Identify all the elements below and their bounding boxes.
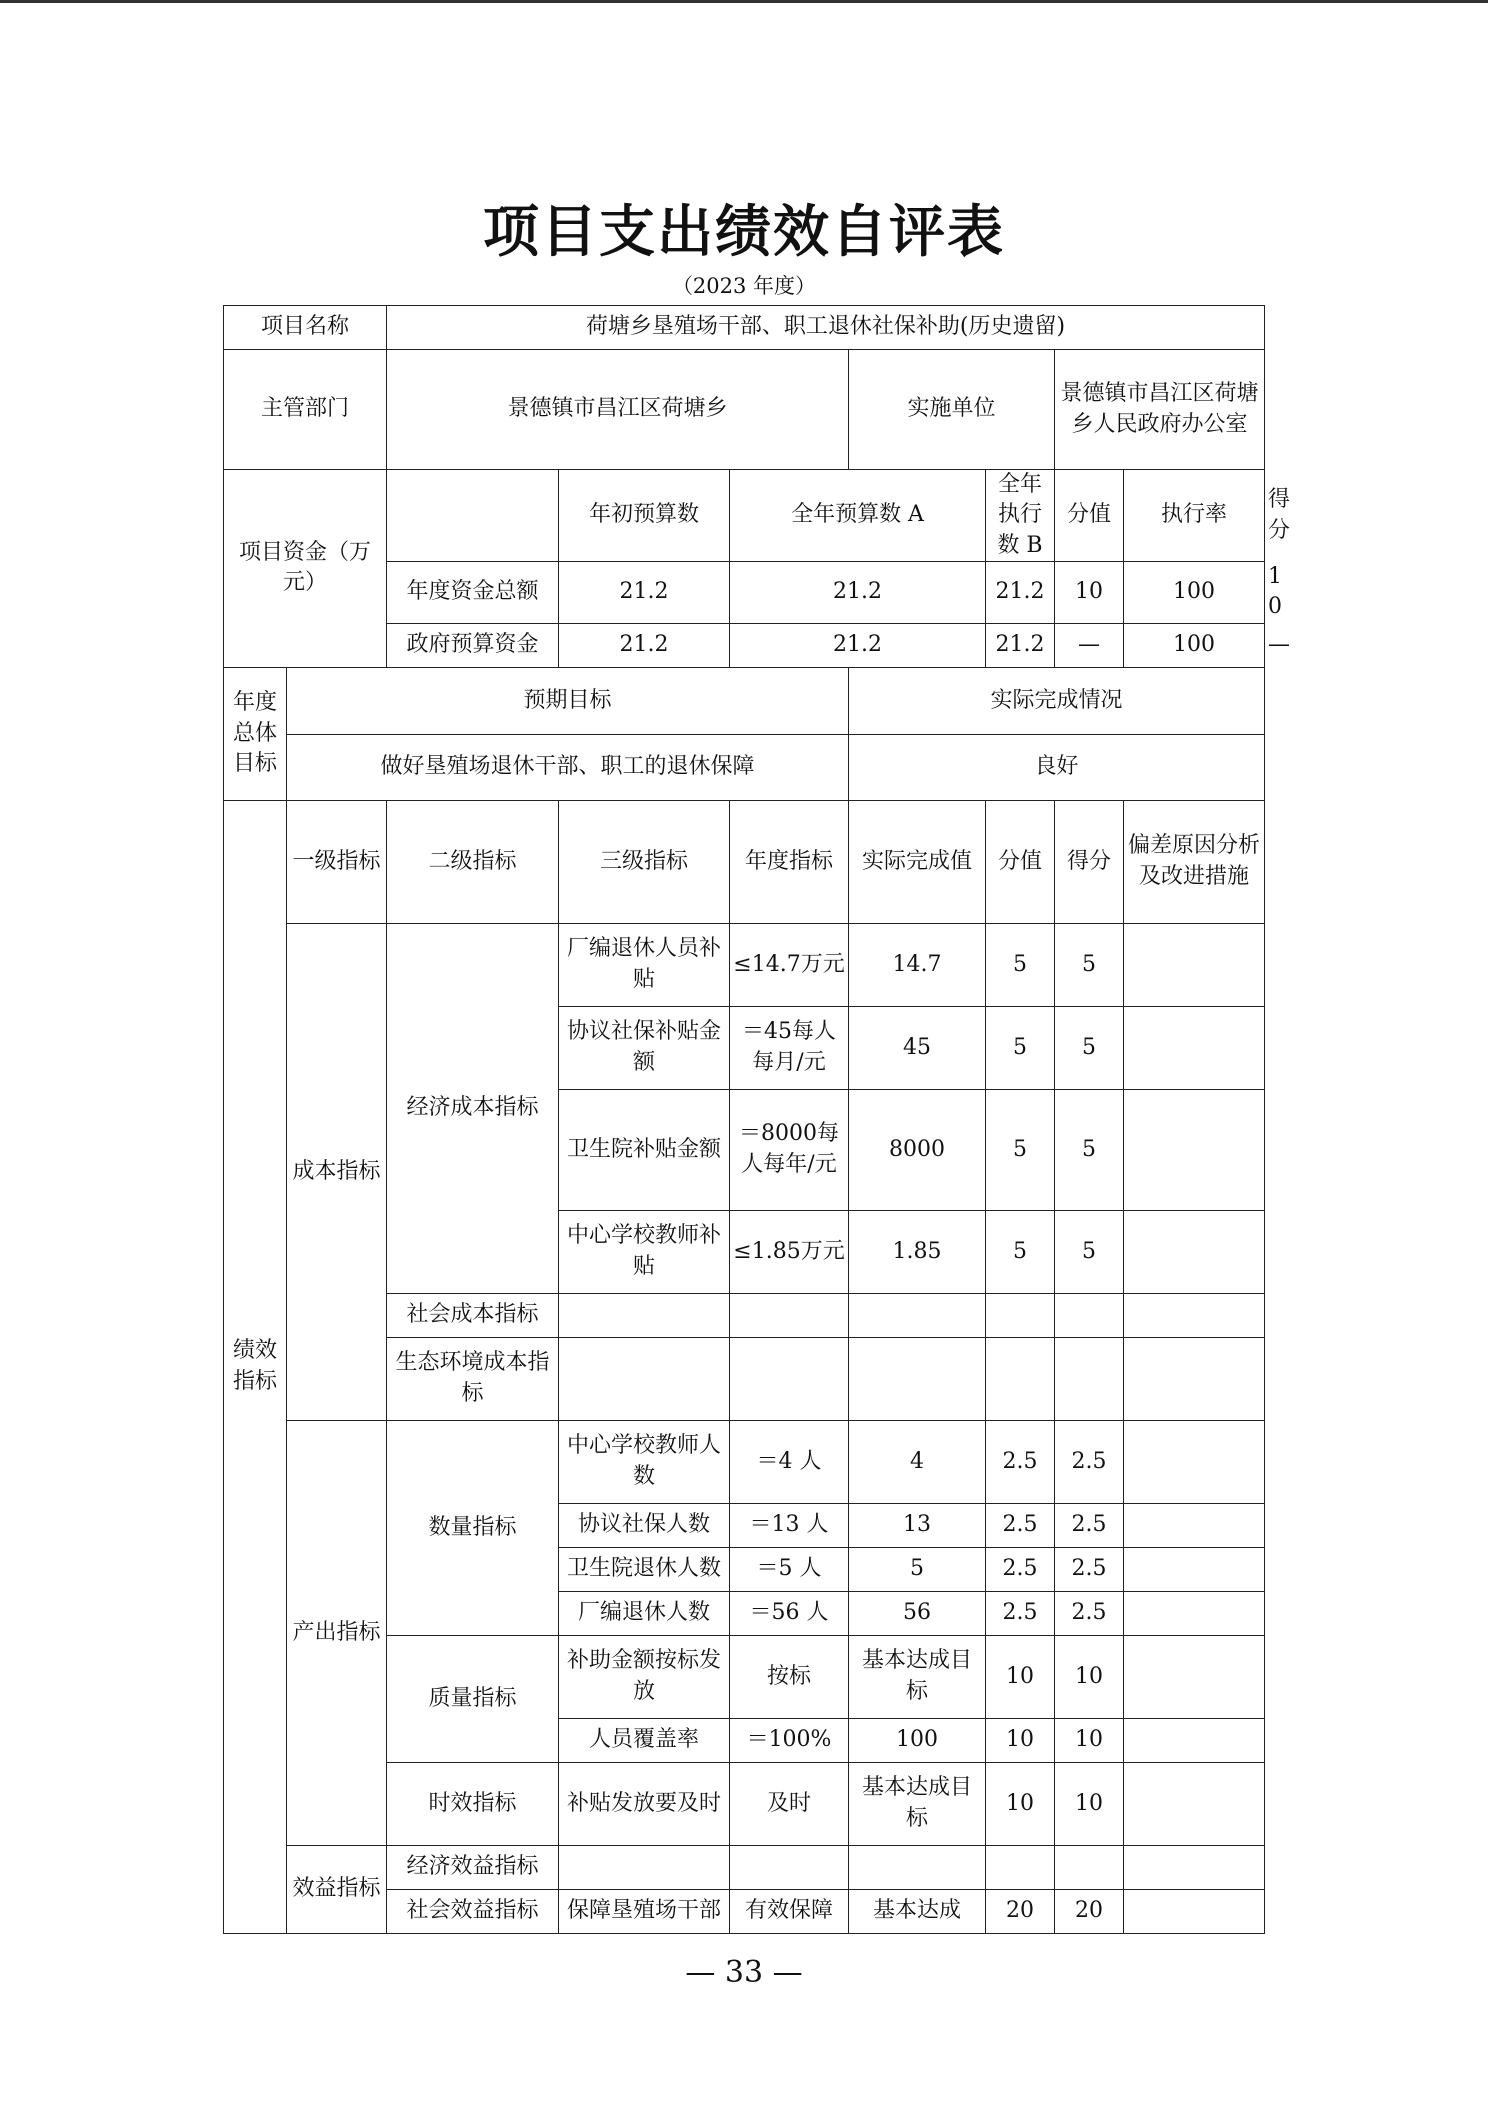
goals-expected: 做好垦殖场退休干部、职工的退休保障	[287, 734, 849, 800]
perf-row-score-value: 20	[986, 1889, 1055, 1933]
perf-row-actual: 56	[849, 1591, 986, 1635]
perf-row-name: 补助金额按标发放	[559, 1635, 730, 1718]
perf-row-target: ≤1.85万元	[730, 1210, 849, 1293]
perf-row-score: 10	[1055, 1762, 1124, 1845]
perf-row-target: ＝5 人	[730, 1547, 849, 1591]
perf-row-target: ＝45每人每月/元	[730, 1006, 849, 1089]
funds-row: 年度资金总额 21.2 21.2 21.2 10 100 10	[224, 562, 1265, 624]
cost-economic: 经济成本指标	[387, 923, 559, 1293]
perf-row-deviation	[1124, 1635, 1265, 1718]
perf-row-deviation	[1124, 1718, 1265, 1762]
output-quantity: 数量指标	[387, 1420, 559, 1635]
perf-row-score: 5	[1055, 923, 1124, 1006]
perf-row-score: 2.5	[1055, 1591, 1124, 1635]
perf-row-name: 补贴发放要及时	[559, 1762, 730, 1845]
perf-row-deviation	[1124, 1547, 1265, 1591]
perf-row-name: 卫生院退休人数	[559, 1547, 730, 1591]
perf-row-score: 5	[1055, 1006, 1124, 1089]
impl-value: 景德镇市昌江区荷塘乡人民政府办公室	[1055, 350, 1265, 470]
perf-row-name: 人员覆盖率	[559, 1718, 730, 1762]
perf-row-deviation	[1124, 1889, 1265, 1933]
perf-row-deviation	[1124, 1006, 1265, 1089]
benefit-economic: 经济效益指标	[387, 1845, 559, 1889]
perf-row-score: 10	[1055, 1635, 1124, 1718]
perf-row-target: ＝8000每人每年/元	[730, 1089, 849, 1210]
perf-row-score-value: 2.5	[986, 1503, 1055, 1547]
perf-row-score-value: 10	[986, 1635, 1055, 1718]
perf-row-name: 中心学校教师补贴	[559, 1210, 730, 1293]
perf-row-actual: 100	[849, 1718, 986, 1762]
perf-row-score-value: 5	[986, 1210, 1055, 1293]
perf-row-deviation	[1124, 923, 1265, 1006]
funds-row-initial: 21.2	[559, 623, 730, 667]
perf-row-actual: 13	[849, 1503, 986, 1547]
benefit-l1: 效益指标	[287, 1845, 387, 1933]
perf-row-actual: 基本达成目标	[849, 1635, 986, 1718]
perf-row-deviation	[1124, 1762, 1265, 1845]
benefit-social: 社会效益指标	[387, 1889, 559, 1933]
dept-label: 主管部门	[224, 350, 387, 470]
perf-header-actual: 实际完成值	[849, 800, 986, 923]
perf-row-score-value: 2.5	[986, 1420, 1055, 1503]
perf-row-name: 厂编退休人数	[559, 1591, 730, 1635]
cost-l1: 成本指标	[287, 923, 387, 1420]
perf-row-name: 厂编退休人员补贴	[559, 923, 730, 1006]
perf-row-deviation	[1124, 1089, 1265, 1210]
goals-actual-header: 实际完成情况	[849, 667, 1265, 734]
perf-row-name: 协议社保人数	[559, 1503, 730, 1547]
perf-header-target: 年度指标	[730, 800, 849, 923]
funds-row-rate: 100	[1124, 562, 1265, 624]
funds-row-executed: 21.2	[986, 623, 1055, 667]
perf-row-score: 10	[1055, 1718, 1124, 1762]
funds-row-rate: 100	[1124, 623, 1265, 667]
funds-row-annual: 21.2	[730, 623, 986, 667]
perf-row-score-value: 10	[986, 1762, 1055, 1845]
funds-row-score-value: —	[1055, 623, 1124, 667]
perf-header-score-value: 分值	[986, 800, 1055, 923]
perf-header-score: 得分	[1055, 800, 1124, 923]
funds-row-score-value: 10	[1055, 562, 1124, 624]
perf-row-actual: 8000	[849, 1089, 986, 1210]
perf-row-actual: 45	[849, 1006, 986, 1089]
perf-row-actual: 1.85	[849, 1210, 986, 1293]
funds-header-initial: 年初预算数	[559, 470, 730, 562]
project-name-row	[224, 306, 1265, 350]
perf-row-deviation	[1124, 1503, 1265, 1547]
goals-label: 年度总体目标	[224, 667, 287, 800]
perf-row-score: 2.5	[1055, 1420, 1124, 1503]
impl-label: 实施单位	[849, 350, 1055, 470]
perf-row-actual: 4	[849, 1420, 986, 1503]
perf-row-actual: 5	[849, 1547, 986, 1591]
perf-row	[224, 1420, 1265, 1503]
perf-row-target: 有效保障	[730, 1889, 849, 1933]
perf-row-score-value: 10	[986, 1718, 1055, 1762]
funds-row: 政府预算资金 21.2 21.2 21.2 — 100 —	[224, 623, 1265, 667]
perf-row	[224, 923, 1265, 1006]
perf-header-row	[224, 800, 1265, 923]
cost-social: 社会成本指标	[387, 1293, 559, 1337]
funds-row-annual: 21.2	[730, 562, 986, 624]
output-quality: 质量指标	[387, 1635, 559, 1762]
goals-content-row	[224, 734, 1265, 800]
page-number: — 33 —	[685, 1955, 803, 1990]
funds-header-annual: 全年预算数 A	[730, 470, 986, 562]
perf-row	[224, 1845, 1265, 1889]
top-border-line	[0, 0, 1488, 3]
funds-header-row: 项目资金（万元） 年初预算数 全年预算数 A 全年执行数 B 分值 执行率 得分	[224, 470, 1265, 562]
cost-eco-env: 生态环境成本指标	[387, 1337, 559, 1420]
project-name-label: 项目名称	[224, 306, 387, 350]
perf-row-score: 20	[1055, 1889, 1124, 1933]
perf-row-name: 协议社保补贴金额	[559, 1006, 730, 1089]
perf-row-deviation	[1124, 1420, 1265, 1503]
perf-row-score-value: 2.5	[986, 1547, 1055, 1591]
funds-row-label: 年度资金总额	[387, 562, 559, 624]
perf-row-name: 中心学校教师人数	[559, 1420, 730, 1503]
perf-row-score: 5	[1055, 1210, 1124, 1293]
department-row	[224, 350, 1265, 470]
perf-row-score-value: 5	[986, 1006, 1055, 1089]
perf-row-name: 保障垦殖场干部	[559, 1889, 730, 1933]
perf-row-score-value: 5	[986, 923, 1055, 1006]
perf-row-actual: 14.7	[849, 923, 986, 1006]
goals-actual: 良好	[849, 734, 1265, 800]
perf-row-score-value: 5	[986, 1089, 1055, 1210]
funds-row-label: 政府预算资金	[387, 623, 559, 667]
goals-expected-header: 预期目标	[287, 667, 849, 734]
perf-header-l2: 二级指标	[387, 800, 559, 923]
perf-row-target: ＝56 人	[730, 1591, 849, 1635]
funds-label: 项目资金（万元）	[224, 470, 387, 668]
funds-row-initial: 21.2	[559, 562, 730, 624]
perf-row-score: 5	[1055, 1089, 1124, 1210]
year-label: （2023 年度）	[671, 274, 817, 298]
funds-row-executed: 21.2	[986, 562, 1055, 624]
output-timeliness: 时效指标	[387, 1762, 559, 1845]
perf-label: 绩效指标	[224, 800, 287, 1933]
perf-row-name: 卫生院补贴金额	[559, 1089, 730, 1210]
self-evaluation-table	[223, 305, 1291, 1934]
funds-header-executed: 全年执行数 B	[986, 470, 1055, 562]
funds-header-rate: 执行率	[1124, 470, 1265, 562]
goals-header-row	[224, 667, 1265, 734]
output-l1: 产出指标	[287, 1420, 387, 1845]
perf-row-target: ＝100%	[730, 1718, 849, 1762]
funds-header-blank	[387, 470, 559, 562]
perf-row-actual: 基本达成	[849, 1889, 986, 1933]
perf-row-target: ＝13 人	[730, 1503, 849, 1547]
perf-row-score: 2.5	[1055, 1503, 1124, 1547]
perf-header-l3: 三级指标	[559, 800, 730, 923]
perf-header-l1: 一级指标	[287, 800, 387, 923]
perf-row-score: 2.5	[1055, 1547, 1124, 1591]
funds-header-score-value: 分值	[1055, 470, 1124, 562]
perf-row-deviation	[1124, 1210, 1265, 1293]
page-title: 项目支出绩效自评表	[483, 199, 1005, 265]
perf-row-score-value: 2.5	[986, 1591, 1055, 1635]
perf-row-target: 及时	[730, 1762, 849, 1845]
perf-row-target: ＝4 人	[730, 1420, 849, 1503]
dept-value: 景德镇市昌江区荷塘乡	[387, 350, 849, 470]
perf-row-target: ≤14.7万元	[730, 923, 849, 1006]
perf-row-actual: 基本达成目标	[849, 1762, 986, 1845]
perf-row-target: 按标	[730, 1635, 849, 1718]
perf-row-deviation	[1124, 1591, 1265, 1635]
project-name-value: 荷塘乡垦殖场干部、职工退休社保补助(历史遗留)	[387, 306, 1265, 350]
perf-header-deviation: 偏差原因分析及改进措施	[1124, 800, 1265, 923]
